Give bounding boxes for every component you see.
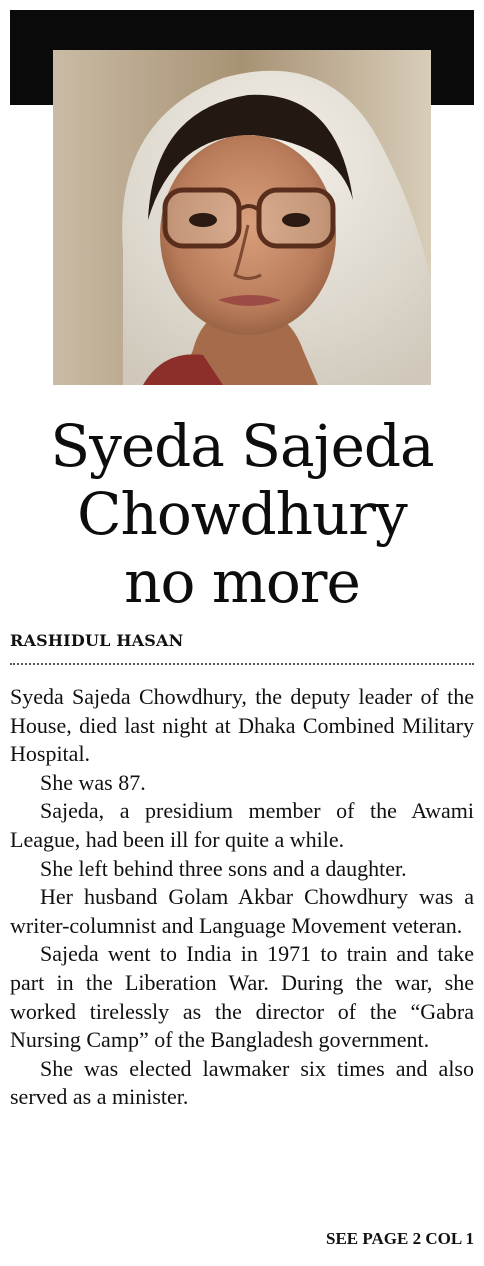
portrait-photo [53,50,431,385]
headline [0,412,484,616]
byline: RASHIDUL HASAN [10,631,184,650]
paragraph: Syeda Sajeda Chowdhury, the deputy leader of the House, died last night at Dhaka Combined Military Hospital. [10,684,474,767]
paragraph: She left behind three sons and a daughter. [40,855,407,881]
headline-line-2: Chowdhury [77,480,407,548]
paragraph: She was 87. [40,769,146,795]
paragraph: She was elected lawmaker six times and also served as a minister. [10,1055,474,1110]
headline-line-1: Syeda Sajeda [50,412,434,480]
paragraph: Sajeda, a presidium member of the Awami League, had been ill for quite a while. [10,798,474,852]
headline-line-3: no more [124,548,360,616]
dotted-divider [10,663,474,665]
paragraph: Her husband Golam Akbar Chowdhury was a writer-columnist and Language Movement veteran. [10,884,474,938]
article-body [10,683,474,1112]
paragraph: Sajeda went to India in 1971 to train and take part in the Liberation War. During the war, she worked tirelessly as the director of the “Gabra Nursing Camp” of the Bangladesh government. [10,941,474,1053]
continued-on-page-link[interactable]: SEE PAGE 2 COL 1 [326,1229,474,1248]
